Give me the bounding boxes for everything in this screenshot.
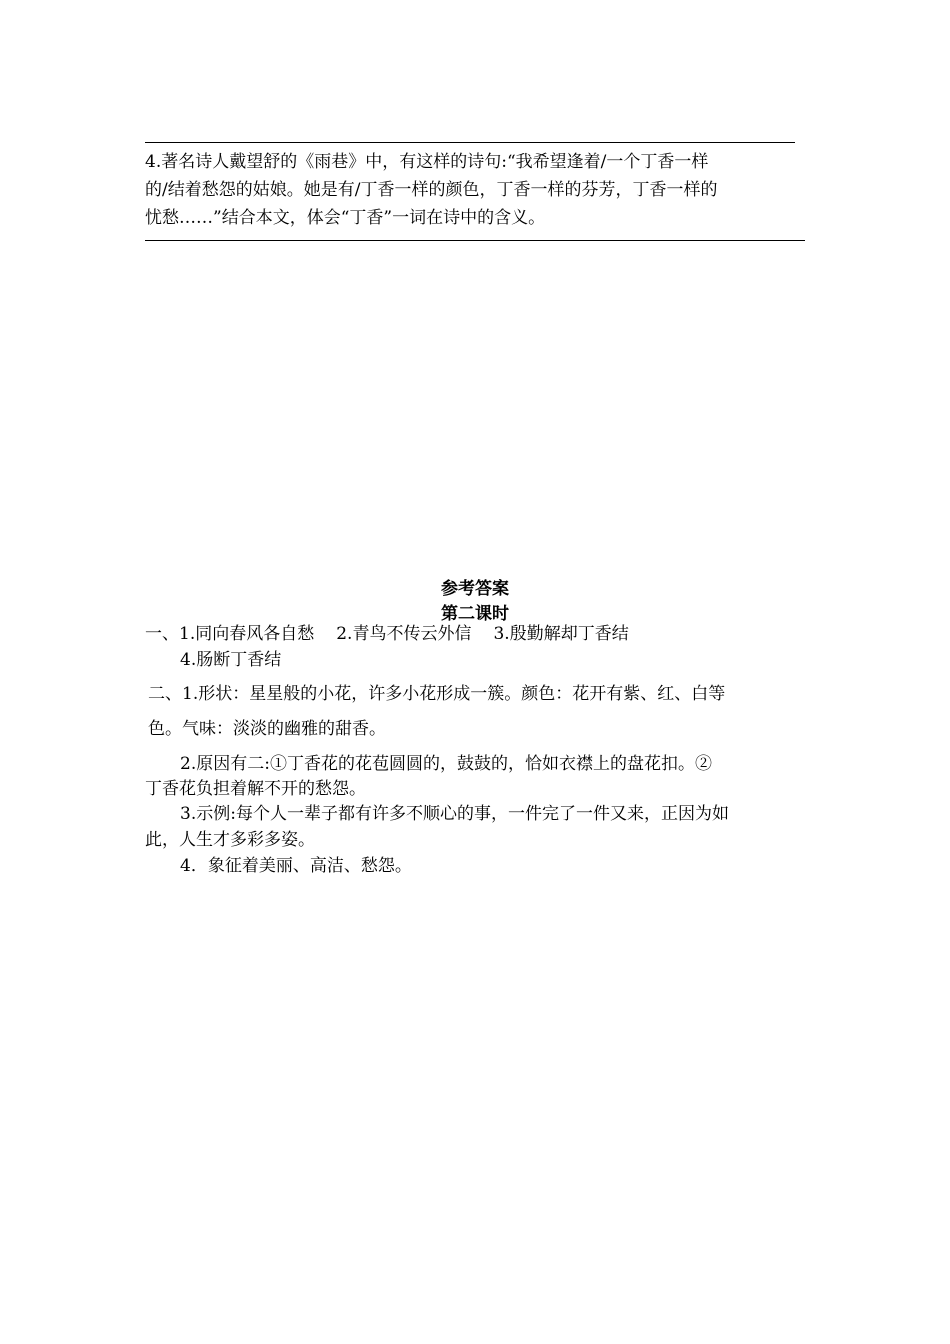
section-1-answer-3: 3.殷勤解却丁香结: [493, 624, 629, 644]
section-1-answer-4: 4.肠断丁香结: [180, 650, 282, 670]
section-2-answer-2-line-2: 丁香花负担着解不开的愁怨。: [145, 779, 366, 799]
section-2-answer-4: 4．象征着美丽、高洁、愁怨。: [180, 856, 412, 876]
section-2-answer-1-line-2: 色。气味：淡淡的幽雅的甜香。: [148, 719, 386, 739]
section-2-answer-3-line-2: 此，人生才多彩多姿。: [145, 830, 315, 850]
answers-title: 参考答案: [441, 579, 509, 599]
section-2-answer-2-line-1: 2.原因有二:①丁香花的花苞圆圆的，鼓鼓的，恰如衣襟上的盘花扣。②: [180, 754, 712, 774]
answer-line-bottom: [145, 240, 805, 241]
answer-line-top: [145, 142, 795, 143]
section-1-prefix: 一、: [145, 624, 179, 644]
question-4: [145, 148, 807, 232]
section-2-answer-1-line-1: 二、1.形状：星星般的小花，许多小花形成一簇。颜色：花开有紫、红、白等: [148, 684, 726, 704]
section-1-answer-1: 1.同向春风各自愁: [179, 624, 315, 644]
lesson-title: 第二课时: [441, 604, 509, 624]
section-1-answers: [145, 622, 629, 647]
section-1-answer-2: 2.青鸟不传云外信: [336, 624, 472, 644]
question-4-line-1: 4.著名诗人戴望舒的《雨巷》中，有这样的诗句:“我希望逢着/一个丁香一样: [145, 152, 709, 172]
question-4-line-2: 的/结着愁怨的姑娘。她是有/丁香一样的颜色，丁香一样的芬芳，丁香一样的: [145, 180, 718, 200]
section-2-answer-3-line-1: 3.示例:每个人一辈子都有许多不顺心的事，一件完了一件又来，正因为如: [180, 804, 729, 824]
question-4-line-3: 忧愁……”结合本文，体会“丁香”一词在诗中的含义。: [145, 208, 546, 228]
